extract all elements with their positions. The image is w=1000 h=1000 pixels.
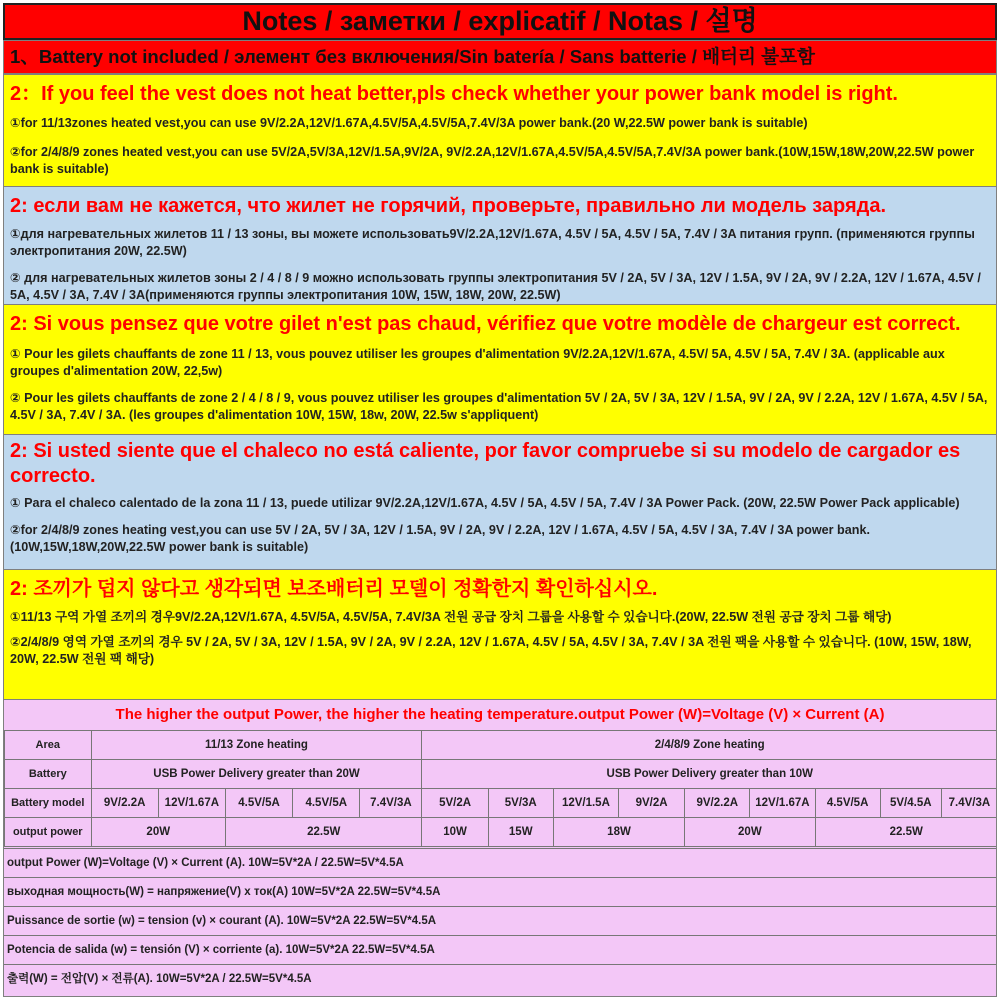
formula-line-russian: выходная мощность(W) = напряжение(V) х ток(A) 10W=5V*2A 22.5W=5V*4.5A [4,877,997,906]
area-cell: 2/4/8/9 Zone heating [422,731,997,760]
table-row-area [5,731,998,760]
model-cell: 12V/1.67A [158,789,225,818]
area-cell: 11/13 Zone heating [91,731,422,760]
section-paragraph-1: ①11/13 구역 가열 조끼의 경우9V/2.2A,12V/1.67A, 4.5V/5A, 4.5V/5A, 7.4V/3A 전원 공급 장치 그룹을 사용할 수 있습니다.(20W, 22.5W 전원 공급 장치 그룹 해당) [10,610,892,624]
section-paragraph-1: ① Para el chaleco calentado de la zona 11 / 13, puede utilizar 9V/2.2A,12V/1.67A, 4.5V / 5A, 4.5V / 5A, 7.4V / 3A Power Pack. (20W, 22.5W Power Pack applicable) [10,496,960,510]
section-paragraph-2: ② Pour les gilets chauffants de zone 2 / 4 / 8 / 9, vous pouvez utiliser les groupes d'alimentation 5V / 2A, 5V / 3A, 12V / 1.5A, 9V / 2A, 9V / 2.2A, 12V / 1.67A, 4.5V / 5A, 4.5V / 3A, 7.4V / 3A. (les groupes d'alimentation 10W, 15W, 18w, 20W, 22.5w s'appliquent) [10,391,988,422]
model-cell: 7.4V/3A [360,789,422,818]
section-english [3,74,997,187]
section-paragraph-1: ①for 11/13zones heated vest,you can use 9V/2.2A,12V/1.67A,4.5V/5A,4.5V/5A,7.4V/3A power bank.(20 W,22.5W power bank is suitable) [10,116,808,130]
formula-line-korean: 출력(W) = 전압(V) × 전류(A). 10W=5V*2A / 22.5W=5V*4.5A [4,964,997,993]
table-row-battery [5,760,998,789]
section-heading: 2: Si vous pensez que votre gilet n'est pas chaud, vérifiez que votre modèle de chargeur est correct. [10,313,961,335]
model-cell: 9V/2.2A [685,789,750,818]
model-cell: 4.5V/5A [225,789,292,818]
section-paragraph-2: ② для нагревательных жилетов зоны 2 / 4 / 8 / 9 можно использовать группы электропитания 5V / 2A, 5V / 3A, 12V / 1.5A, 9V / 2A, 9V / 2.2A, 12V / 1.67A, 4.5V / 5A, 4.5V / 3A, 7.4V / 3A(применяются группы электропитания 10W, 15W, 18W, 20W, 22.5W) [10,271,981,302]
section-paragraph-2: ②2/4/8/9 영역 가열 조끼의 경우 5V / 2A, 5V / 3A, 12V / 1.5A, 9V / 2A, 9V / 2.2A, 12V / 1.67A, 4.5V / 5A, 4.5V / 3A, 7.4V / 3A 전원 팩을 사용할 수 있습니다. (10W, 15W, 18W, 20W, 22.5W 전원 팩 해당) [10,635,972,666]
section-paragraph-2: ②for 2/4/8/9 zones heated vest,you can use 5V/2A,5V/3A,12V/1.5A,9V/2A, 9V/2.2A,12V/1.67A,4.5V/5A,4.5V/5A,7.4V/3A power bank.(10W,15W,18W,20W,22.5W power bank is suitable) [10,145,975,176]
output-cell: 22.5W [815,818,997,847]
table-row-battery-model [5,789,998,818]
section-spanish [3,434,997,570]
formula-line-french: Puissance de sortie (w) = tension (v) × courant (A). 10W=5V*2A 22.5W=5V*4.5A [4,906,997,935]
model-cell: 5V/4.5A [880,789,941,818]
section-french [3,304,997,435]
section-korean [3,569,997,700]
section-paragraph-2: ②for 2/4/8/9 zones heating vest,you can use 5V / 2A, 5V / 3A, 12V / 1.5A, 9V / 2A, 9V / 2.2A, 12V / 1.67A, 4.5V / 5A, 4.5V / 3A, 7.4V / 3A power bank.(10W,15W,18W,20W,22.5W power bank is suitable) [10,523,870,554]
model-cell: 12V/1.67A [750,789,815,818]
section-paragraph-1: ①для нагревательных жилетов 11 / 13 зоны, вы можете использовать9V/2.2A,12V/1.67A, 4.5V / 5A, 4.5V / 5A, 7.4V / 3A питания групп. (применяются группы электропитания 20W, 22.5W) [10,227,975,258]
model-cell: 12V/1.5A [553,789,618,818]
output-cell: 15W [488,818,553,847]
formula-line-english: output Power (W)=Voltage (V) × Current (A). 10W=5V*2A / 22.5W=5V*4.5A [4,848,997,877]
row-label: Battery model [5,789,92,818]
output-cell: 20W [685,818,815,847]
power-table-section [3,699,997,997]
model-cell: 4.5V/5A [293,789,360,818]
model-cell: 5V/2A [422,789,488,818]
formula-line-spanish: Potencia de salida (w) = tensión (V) × corriente (a). 10W=5V*2A 22.5W=5V*4.5A [4,935,997,964]
row-label: Area [5,731,92,760]
battery-cell: USB Power Delivery greater than 10W [422,760,997,789]
output-cell: 20W [91,818,225,847]
model-cell: 4.5V/5A [815,789,880,818]
section-heading: 2: если вам не кажется, что жилет не горячий, проверьте, правильно ли модель заряда. [10,195,887,217]
battery-cell: USB Power Delivery greater than 20W [91,760,422,789]
table-row-output-power [5,818,998,847]
section-russian [3,186,997,305]
section-paragraph-1: ① Pour les gilets chauffants de zone 11 / 13, vous pouvez utiliser les groupes d'alimentation 9V/2.2A,12V/1.67A, 4.5V/ 5A, 4.5V / 5A, 7.4V / 3A. (applicable aux groupes d'alimentation 20W, 22,5w) [10,347,945,378]
output-cell: 22.5W [225,818,422,847]
row-label: output power [5,818,92,847]
model-cell: 7.4V/3A [941,789,997,818]
title-banner [3,3,997,40]
battery-note: 1、Battery not included / элемент без включения/Sin batería / Sans batterie / 배터리 불포함 [10,46,816,67]
model-cell: 9V/2A [619,789,685,818]
section-heading: 2: Si usted siente que el chaleco no está caliente, por favor compruebe si su modelo de cargador es correcto. [10,440,961,487]
page-title: Notes / заметки / explicatif / Notas / 설명 [242,6,758,36]
battery-note-banner [3,40,997,74]
power-table-title: The higher the output Power, the higher the heating temperature.output Power (W)=Voltage (V) × Current (A) [115,706,885,723]
model-cell: 5V/3A [488,789,553,818]
output-cell: 10W [422,818,488,847]
section-heading: 2：If you feel the vest does not heat better,pls check whether your power bank model is right. [10,83,898,105]
model-cell: 9V/2.2A [91,789,158,818]
output-cell: 18W [553,818,684,847]
row-label: Battery [5,760,92,789]
section-heading: 2: 조끼가 덥지 않다고 생각되면 보조배터리 모델이 정확한지 확인하십시오. [10,578,658,600]
power-table [4,730,997,847]
